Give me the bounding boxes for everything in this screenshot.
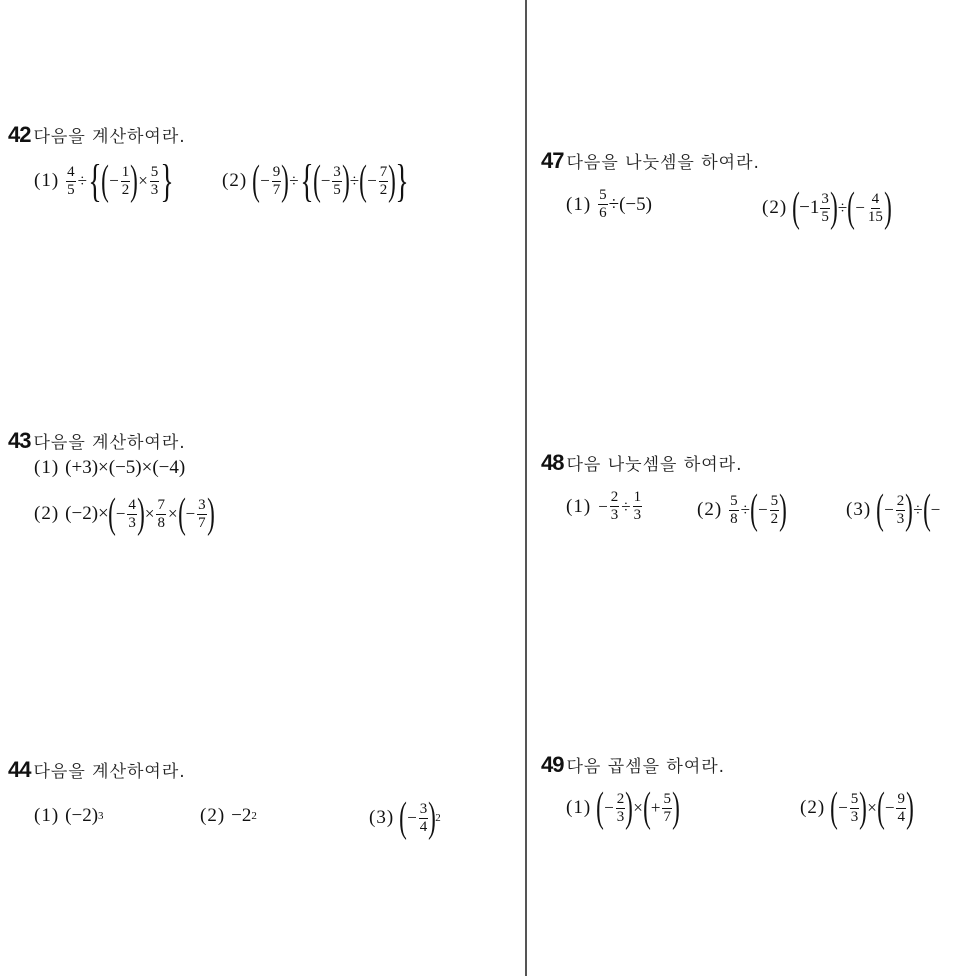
item-label: (2) [34, 503, 60, 524]
column-divider [525, 0, 527, 976]
item-label: (1) [566, 193, 592, 215]
item-label: (3) [369, 807, 395, 828]
fraction: $\frac{4}{3}$ [128, 496, 136, 531]
problem-instruction: 다음 곱셈을 하여라. [566, 757, 726, 777]
problem-49-item-1: (1) ( − $\frac{2}{3}$ ) × ( + $\frac{5}{7}$ ) [566, 785, 680, 831]
item-label: (1) [34, 457, 60, 478]
fraction: $\frac{2}{3}$ [896, 492, 905, 527]
problem-48 [541, 450, 743, 476]
fraction: $\frac{4}{15}$ [867, 190, 883, 225]
fraction: $\frac{5}{3}$ [850, 790, 859, 825]
fraction: $\frac{5}{2}$ [770, 492, 779, 527]
item-label: (1) [34, 805, 60, 826]
expression: (+3)×(−5)×(−4) [65, 457, 186, 478]
fraction: $\frac{2}{3}$ [610, 489, 619, 523]
expression: (−2) [65, 805, 99, 826]
problem-number: 43 [8, 428, 31, 453]
problem-instruction: 다음을 계산하여라. [33, 127, 186, 147]
expression: ÷(−5) [608, 193, 652, 215]
problem-instruction: 다음을 계산하여라. [33, 762, 186, 782]
problem-43 [8, 428, 186, 454]
problem-48-item-1: (1) − $\frac{2}{3}$ ÷ $\frac{1}{3}$ [566, 489, 642, 523]
problem-47 [541, 148, 760, 174]
problem-42-item-2: (2) ( − $\frac{9}{7}$ ) ÷ { ( − $\frac{3}{5}$ ) ÷ ( − $\frac{7}{2}$ ) } [222, 155, 409, 206]
problem-42 [8, 122, 186, 148]
problem-number: 44 [8, 757, 31, 782]
problem-44-item-1: (1) (−2) 3 [34, 805, 104, 826]
problem-number: 42 [8, 122, 31, 147]
problem-number: 47 [541, 148, 564, 173]
problem-48-item-2: (2) $\frac{5}{8}$ ÷ ( − $\frac{5}{2}$ ) [697, 487, 787, 533]
fraction: $\frac{9}{7}$ [272, 163, 281, 198]
item-label: (2) [200, 805, 226, 826]
fraction: $\frac{7}{8}$ [157, 496, 165, 531]
problem-43-item-1 [34, 457, 185, 479]
problem-42-item-1: (1) $\frac{4}{5}$ ÷ { ( − $\frac{1}{2}$ ) × $\frac{5}{3}$ } [34, 155, 174, 206]
problem-number: 49 [541, 752, 564, 777]
fraction: $\frac{2}{3}$ [616, 790, 625, 825]
fraction: $\frac{4}{5}$ [67, 163, 75, 198]
problem-43-item-2: (2) (−2)× ( − $\frac{4}{3}$ ) × $\frac{7}{8}$ × ( − $\frac{3}{7}$ ) [34, 491, 215, 537]
fraction: $\frac{3}{4}$ [419, 800, 428, 835]
item-label: (1) [34, 170, 60, 191]
problem-47-item-2: (2) ( −1 $\frac{3}{5}$ ) ÷ ( − $\frac{4}{15}$ ) [762, 185, 892, 231]
item-label: (2) [222, 170, 248, 191]
item-label: (2) [762, 197, 788, 218]
problem-44 [8, 757, 186, 783]
fraction: $\frac{3}{5}$ [821, 190, 829, 225]
fraction: $\frac{7}{2}$ [379, 163, 388, 198]
problem-44-item-3: (3) ( − $\frac{3}{4}$ ) 2 [369, 795, 441, 841]
fraction: $\frac{5}{3}$ [150, 163, 159, 198]
problem-instruction: 다음을 계산하여라. [33, 433, 186, 453]
fraction: $\frac{9}{4}$ [897, 790, 905, 825]
item-label: (3) [846, 499, 872, 520]
item-label: (2) [697, 499, 723, 520]
fraction: $\frac{5}{7}$ [663, 790, 671, 825]
problem-number: 48 [541, 450, 564, 475]
fraction: $\frac{1}{2}$ [121, 163, 130, 198]
expression: (−2)× [65, 503, 109, 524]
fraction: $\frac{3}{7}$ [198, 496, 206, 531]
item-label: (1) [566, 797, 592, 818]
problem-47-item-1 [566, 188, 652, 221]
problem-49 [541, 752, 725, 778]
problem-44-item-2: (2) −2 2 [200, 805, 257, 826]
fraction: $\frac{5}{6}$ [599, 187, 607, 221]
problem-instruction: 다음을 나눗셈을 하여라. [566, 153, 760, 173]
item-label: (2) [800, 797, 826, 818]
fraction: $\frac{1}{3}$ [633, 489, 642, 523]
problem-instruction: 다음 나눗셈을 하여라. [566, 455, 743, 475]
expression: −2 [231, 805, 252, 826]
fraction: $\frac{3}{5}$ [333, 163, 341, 198]
fraction: $\frac{5}{8}$ [730, 492, 738, 527]
item-label: (1) [566, 495, 592, 517]
problem-49-item-2: (2) ( − $\frac{5}{3}$ ) × ( − $\frac{9}{4}$ ) [800, 785, 914, 831]
problem-48-item-3: (3) ( − $\frac{2}{3}$ ) ÷ ( − [846, 487, 941, 533]
